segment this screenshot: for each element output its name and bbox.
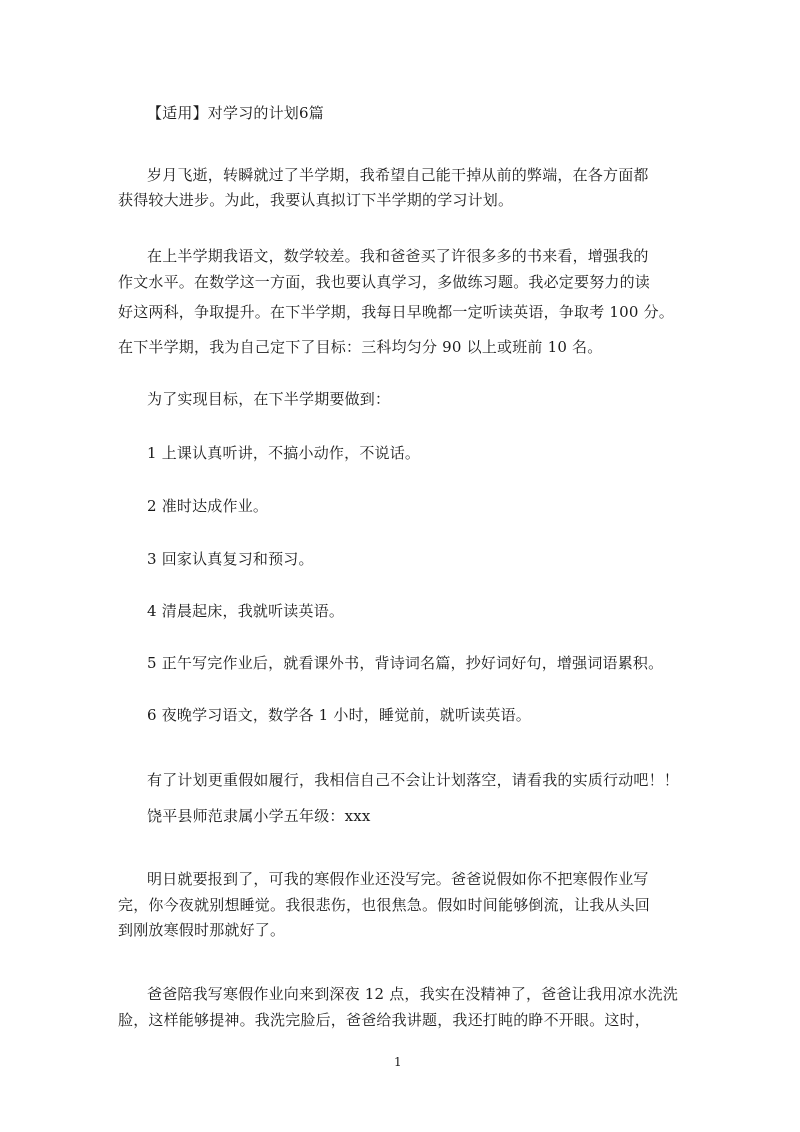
list-item-6: 6 夜晚学习语文，数学各 1 小时，睡觉前，就听读英语。 <box>147 706 531 724</box>
list-item-3: 3 回家认真复习和预习。 <box>147 550 314 568</box>
list-item-5: 5 正午写完作业后，就看课外书，背诗词名篇，抄好词好句，增强词语累积。 <box>147 654 664 672</box>
essay-2-paragraph-1-line-3: 到刚放寒假时那就好了。 <box>118 921 286 939</box>
paragraph-1-line-1: 岁月飞逝，转瞬就过了半学期，我希望自己能干掉从前的弊端，在各方面都 <box>147 166 649 184</box>
paragraph-2-line-3: 好这两科，争取提升。在下半学期，我每日早晚都一定听读英语，争取考 100 分。 <box>118 303 674 321</box>
document-title: 【适用】对学习的计划6篇 <box>147 104 324 122</box>
closing-line-1: 有了计划更重假如履行，我相信自己不会让计划落空，请看我的实质行动吧！！ <box>147 771 680 789</box>
paragraph-3-line-1: 为了实现目标，在下半学期要做到： <box>147 390 391 408</box>
paragraph-2-line-4: 在下半学期，我为自己定下了目标：三科均匀分 90 以上或班前 10 名。 <box>118 338 603 356</box>
page-number: 1 <box>394 1055 402 1069</box>
essay-2-paragraph-2-line-1: 爸爸陪我写寒假作业向来到深夜 12 点，我实在没精神了，爸爸让我用凉水洗洗 <box>147 985 679 1003</box>
essay-2-paragraph-2-line-2: 脸，这样能够提神。我洗完脸后，爸爸给我讲题，我还打盹的睁不开眼。这时， <box>118 1011 651 1029</box>
paragraph-1-line-2: 获得较大进步。为此，我要认真拟订下半学期的学习计划。 <box>118 191 514 209</box>
paragraph-2-line-1: 在上半学期我语文，数学较差。我和爸爸买了许很多多的书来看，增强我的 <box>147 247 649 265</box>
closing-signature: 饶平县师范隶属小学五年级：xxx <box>147 807 371 825</box>
paragraph-2-line-2: 作文水平。在数学这一方面，我也要认真学习，多做练习题。我必定要努力的读 <box>118 273 651 291</box>
essay-2-paragraph-1-line-2: 完，你今夜就别想睡觉。我很悲伤，也很焦急。假如时间能够倒流，让我从头回 <box>118 896 651 914</box>
list-item-2: 2 准时达成作业。 <box>147 497 269 515</box>
list-item-4: 4 清晨起床，我就听读英语。 <box>147 602 345 620</box>
essay-2-paragraph-1-line-1: 明日就要报到了，可我的寒假作业还没写完。爸爸说假如你不把寒假作业写 <box>147 870 649 888</box>
list-item-1: 1 上课认真听讲，不搞小动作，不说话。 <box>147 444 421 462</box>
